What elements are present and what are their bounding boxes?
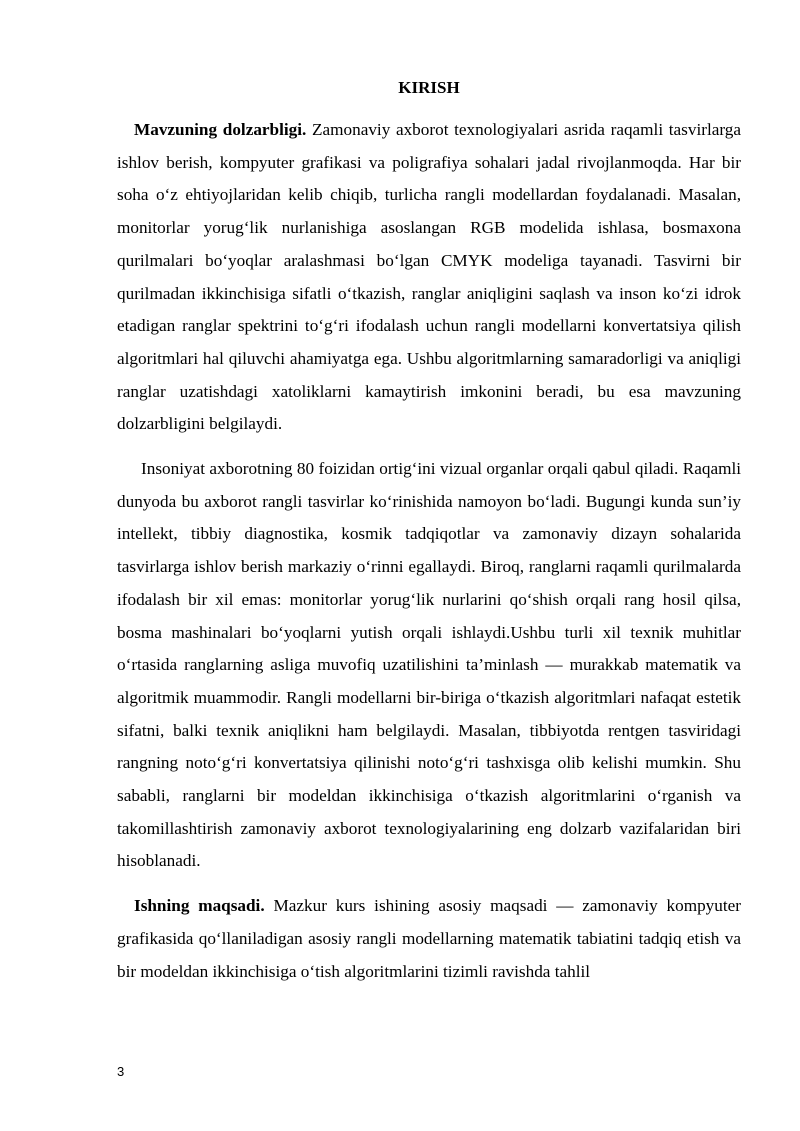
document-page xyxy=(117,72,741,988)
paragraph-relevance xyxy=(117,114,741,441)
page-number: 3 xyxy=(117,1064,125,1079)
paragraph-text-goal: Mazkur kurs ishining asosiy maqsadi — zamonaviy kompyuter grafikasida qo‘llaniladigan asosiy rangli modellarning matematik tabiatini tadqiq etish va bir modeldan ikkinchisiga o‘tish algoritmlarini tizimli ravishda tahlil xyxy=(117,896,741,981)
section-title: KIRISH xyxy=(398,78,460,97)
paragraph-goal xyxy=(117,890,741,988)
paragraph-visual-info xyxy=(117,453,741,878)
paragraph-text-relevance: Zamonaviy axborot texnologiyalari asrida raqamli tasvirlarga ishlov berish, kompyuter grafikasi va poligrafiya sohalari jadal rivojlanmoqda. Har bir soha o‘z ehtiyojlaridan kelib chiqib, turlicha rangli modellardan foydalanadi. Masalan, monitorlar yorug‘lik nurlanishiga asoslangan RGB modelida ishlasa, bosmaxona qurilmalari bo‘yoqlar aralashmasi bo‘lgan CMYK modeliga tayanadi. Tasvirni bir qurilmadan ikkinchisiga sifatli o‘tkazish, ranglar aniqligini saqlash va inson ko‘zi idrok etadigan ranglar spektrini to‘g‘ri ifodalash uchun rangli modellarni konvertatsiya qilish algoritmlari hal qiluvchi ahamiyatga ega. Ushbu algoritmlarning samaradorligi va aniqligi ranglar uzatishdagi xatoliklarni kamaytirish imkonini beradi, bu esa mavzuning dolzarbligini belgilaydi. xyxy=(117,120,741,434)
paragraph-lead-goal: Ishning maqsadi. xyxy=(134,896,265,916)
paragraph-text-visual-info: Insoniyat axborotning 80 foizidan ortig‘ini vizual organlar orqali qabul qiladi. Raqamli dunyoda bu axborot rangli tasvirlar ko‘rinishida namoyon bo‘ladi. Bugungi kunda sun’iy intellekt, tibbiy diagnostika, kosmik tadqiqotlar va zamonaviy dizayn sohalarida tasvirlarga ishlov berish markaziy o‘rinni egallaydi. Biroq, ranglarni raqamli qurilmalarda ifodalash bir xil emas: monitorlar yorug‘lik nurlarini qo‘shish orqali rang hosil qilsa, bosma mashinalari bo‘yoqlarni yutish orqali ishlaydi.Ushbu turli xil texnik muhitlar o‘rtasida ranglarning asliga muvofiq uzatilishini ta’minlash — murakkab matematik va algoritmik muammodir. Rangli modellarni bir-biriga o‘tkazish algoritmlari nafaqat estetik sifatni, balki texnik aniqlikni ham belgilaydi. Masalan, tibbiyotda rentgen tasviridagi rangning noto‘g‘ri konvertatsiya qilinishi noto‘g‘ri tashxisga olib kelishi mumkin. Shu sababli, ranglarni bir modeldan ikkinchisiga o‘tkazish algoritmlarini o‘rganish va takomillashtirish zamonaviy axborot texnologiyalarining eng dolzarb vazifalaridan biri hisoblanadi. xyxy=(117,459,741,871)
paragraph-lead-relevance: Mavzuning dolzarbligi. xyxy=(134,120,307,139)
